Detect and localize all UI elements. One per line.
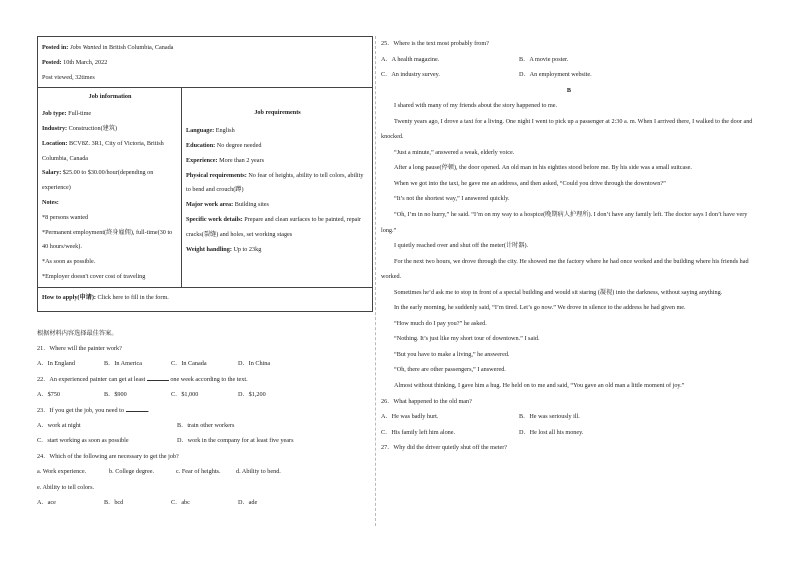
story-paragraph: “But you have to make a living,” he answered. [394,350,510,358]
job-type-line: Job type: Full-time [42,110,92,118]
question-options [37,356,373,371]
option-d[interactable]: D．An employment website. [519,71,592,79]
note-item: *Permanent employment(終身雇佣), full-time(30 to 40 hours/week). [42,228,173,251]
story-paragraph: “Just a minute,” answered a weak, elderly voice. [394,148,515,156]
question-options [37,433,373,448]
question-options [381,52,757,68]
option-b[interactable]: B．He was seriously ill. [519,413,580,421]
option-d[interactable]: D．In China [238,360,271,368]
note-item: *8 persons wanted [42,213,89,221]
option-d[interactable]: D．$1,200 [238,391,266,399]
option-a[interactable]: A．work at night [37,421,81,429]
question-stem: 25．Where is the text most probably from? [381,40,489,47]
sub-option-c: c. Fear of heights. [176,468,221,476]
story-paragraph: Almost without thinking, I gave him a hug. He held on to me and said, “You gave an old man a little moment of joy.” [394,382,685,390]
posted-in-line: Posted in: Jobs Wanted in British Columbia, Canada [42,44,174,51]
views-line: Post viewed, 32times [42,73,95,81]
option-a[interactable]: A．A health magazine. [381,55,440,63]
question-stem: 21．Where will the painter work? [37,344,122,352]
question-stem: 23．If you get the job, you need to . [37,406,150,414]
job-ad-grid [38,88,372,287]
language-line: Language: English [186,127,235,135]
option-c[interactable]: C．$1,000 [171,391,199,399]
location-line: Location: BCV8Z. 3R1, City of Victoria, British Columbia, Canada [42,139,164,162]
question-options [37,418,373,433]
story-paragraph: When we got into the taxi, he gave me an address, and then asked, “Could you drive through the downtown?” [394,179,666,187]
education-line: Education: No degree needed [186,141,262,149]
left-column [37,36,373,510]
question-stem: 27．Why did the driver quietly shut off the meter? [381,444,508,452]
job-requirements-panel [182,88,372,286]
option-d[interactable]: D．He lost all his money. [519,428,584,436]
story-paragraph: “Oh, there are other passengers,” I answered. [394,366,506,374]
option-d[interactable]: D．work in the company for at least five years [177,437,294,445]
option-a[interactable]: A．$750 [37,391,61,399]
notes-label: Notes: [42,198,59,206]
question-options [381,425,757,441]
question-options [381,67,757,83]
story-paragraph: Sometimes he’d ask me to stop in front of a special building and would sit staring (凝视) into the darkness, without saying anything. [394,288,723,296]
sub-option-b: b. College degree. [109,468,155,476]
column-divider [375,36,376,526]
option-c[interactable]: C．An industry survey. [381,71,440,79]
answer-blank[interactable] [126,405,148,412]
option-c[interactable]: C．His family left him alone. [381,428,456,436]
how-to-apply-line: How to apply(申请): Click here to fill in the form. [42,293,169,301]
story-paragraph: “How much do I pay you?” he asked. [394,319,487,327]
sub-option-a: a. Work experience. [37,468,87,476]
story-paragraph: For the next two hours, we drove through the city. He showed me the factory where he had once worked and the building where his friends had worked. [381,257,749,281]
option-b[interactable]: B．bcd [104,499,124,507]
story-paragraph: “It’s not the shortest way,” I answered quickly. [394,195,510,203]
option-c[interactable]: C．abc [171,499,190,507]
option-a[interactable]: A．He was badly hurt. [381,413,439,421]
industry-line: Industry: Construction(建筑) [42,124,118,132]
note-item: *Employer doesn't cover cost of traveling [42,272,146,280]
note-item: *As soon as possible. [42,258,96,266]
sub-option-d: d. Ability to bend. [236,468,281,476]
story-paragraph: After a long pause(停顿), the door opened. An old man in his eighties stood before me. By his side was a small suitcase. [394,164,692,172]
story-paragraph: Twenty years ago, I drove a taxi for a living. One night I went to pick up a passenger at 2:30 a. m. When I arrived there, I walked to the door and knocked. [381,117,753,141]
option-b[interactable]: B．train other workers [177,421,235,429]
posted-date-line: Posted: 10th March, 2022 [42,58,108,66]
option-d[interactable]: D．ade [238,499,258,507]
answer-blank[interactable] [147,374,169,381]
question-options [37,495,373,510]
option-b[interactable]: B．In America [104,360,142,368]
work-area-line: Major work area: Building sites [186,201,269,209]
story-paragraph: I shared with many of my friends about the story happened to me. [394,102,558,110]
option-a[interactable]: A．ace [37,499,56,507]
experience-line: Experience: More than 2 years [186,156,265,164]
sub-option-e: e. Ability to tell colors. [37,483,95,491]
salary-line: Salary: $25.00 to $30.00/hour(depending on experience) [42,169,154,192]
job-information-title: Job information [88,93,132,101]
story-paragraph: I quietly reached over and shut off the meter(计时器). [394,242,529,250]
specific-details-line: Specific work details: Prepare and clean surfaces to be painted, repair cracks(裂缝) and holes, set working stages [186,215,362,238]
question-stem: 26．What happened to the old man? [381,397,472,405]
job-information-panel [38,88,182,286]
weight-line: Weight handling: Up to 23kg [186,245,262,253]
story-paragraph: In the early morning, he suddenly said, “I’m tired. Let’s go now.” We drove in silence to the address he had given me. [394,304,686,312]
option-c[interactable]: C．start working as soon as possible [37,437,129,445]
physical-line: Physical requirements: No fear of heights, ability to tell colors, ability to bend and crouch(蹲) [186,171,364,194]
option-a[interactable]: A．In England [37,360,75,368]
option-b[interactable]: B．A movie poster. [519,55,569,63]
question-stem: 22．An experienced painter can get at least one week according to the text. [37,375,248,383]
job-requirements-title: Job requirements [254,109,301,117]
question-options [37,387,373,402]
right-column [381,36,757,456]
option-b[interactable]: B．$900 [104,391,127,399]
section-heading: B [566,86,572,94]
sub-options [37,464,373,479]
apply-link[interactable]: Click here to fill in the form. [97,293,169,301]
story-paragraph: “Oh, I’m in no hurry,” he said. “I’m on my way to a hospice(晚期病人护理所). I don’t have any family left. The doctor says I don’t have very long.” [381,211,748,234]
job-ad-box [37,36,373,312]
question-stem: 24．Which of the following are necessary to get the job? [37,452,179,460]
instruction-line: 根据材料内容选择最佳答案。 [37,329,118,337]
job-ad-header [38,37,372,88]
question-options [381,409,757,425]
option-c[interactable]: C．In Canada [171,360,207,368]
story-paragraph: “Nothing. It’s just like my short tour of downtown.” I said. [394,335,540,343]
